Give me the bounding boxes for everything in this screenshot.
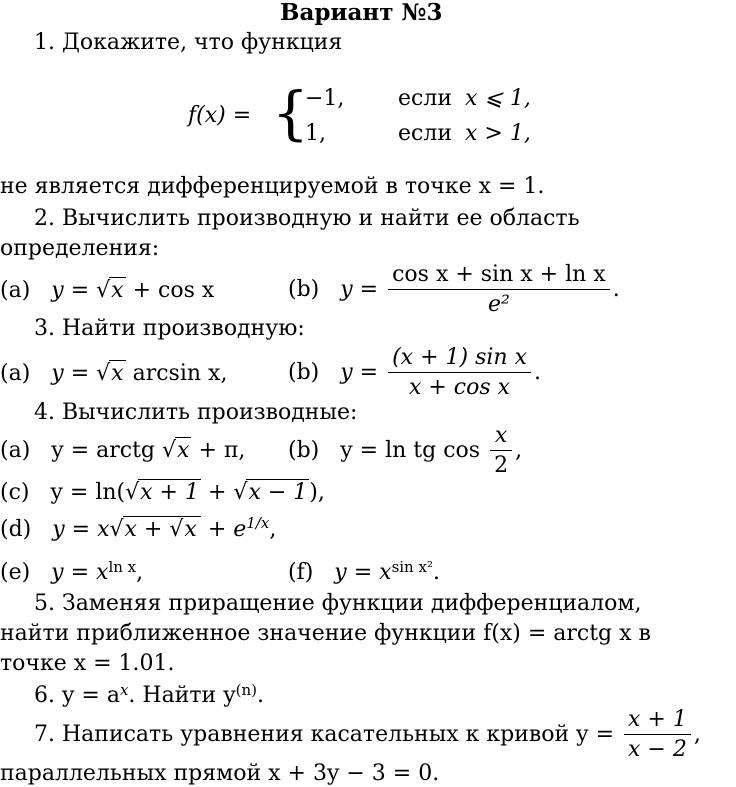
problem-4b-denominator: 2 xyxy=(494,453,509,478)
problem-4e-lhs: y = x xyxy=(51,560,109,585)
case-1-value: −1, xyxy=(305,86,345,111)
case-1-word: если xyxy=(398,86,452,111)
sqrt-sign: √ xyxy=(233,480,248,505)
problem-3a-lhs: y = xyxy=(51,361,90,386)
problem-3a-radicand: x xyxy=(111,361,124,386)
sqrt-sign: √ xyxy=(125,480,140,505)
problem-4a-rest: + π, xyxy=(198,438,246,463)
problem-4f-exponent: sin x² xyxy=(391,558,433,576)
problem-4f-end: . xyxy=(432,560,440,585)
problem-3b-numerator: (x + 1) sin x xyxy=(388,345,531,373)
problem-2a-lhs: y = xyxy=(51,278,90,303)
problem-4d xyxy=(0,516,276,543)
problem-4f-lhs: y = x xyxy=(334,560,392,585)
problem-2b-numerator: cos x + sin x + ln x xyxy=(388,262,610,290)
page-title: Вариант №3 xyxy=(280,0,443,26)
problem-6-end: . xyxy=(257,683,265,708)
problem-2b-lhs: y = xyxy=(340,277,379,302)
piecewise-brace: { xyxy=(272,79,309,147)
problem-1-fx: f(x) = xyxy=(188,103,252,128)
problem-4b-label: (b) xyxy=(288,438,320,463)
sqrt-sign: √ xyxy=(96,278,111,303)
problem-2a-rest: + cos x xyxy=(132,278,215,303)
problem-4d-end: , xyxy=(269,517,277,542)
problem-5-line-2: найти приближенное значение функции f(x) = arctg x в xyxy=(0,621,651,646)
problem-4e-label: (e) xyxy=(0,560,31,585)
problem-5-line-3: точке x = 1.01. xyxy=(0,651,175,676)
problem-6-order: (n) xyxy=(235,681,258,699)
problem-2b-fraction xyxy=(388,262,610,318)
problem-4f xyxy=(288,560,440,586)
problem-3a-rest: arcsin x, xyxy=(132,361,228,386)
problem-4e-end: , xyxy=(136,560,144,585)
problem-4b-end: , xyxy=(515,438,523,463)
problem-4b xyxy=(288,423,522,479)
problem-4d-outer-radical: x + √x xyxy=(123,516,201,542)
problem-4e-exponent: ln x xyxy=(108,558,137,576)
problem-7-denominator: x − 2 xyxy=(628,737,687,762)
problem-2b-end: . xyxy=(612,277,620,302)
problem-7-numerator: x + 1 xyxy=(624,707,691,735)
problem-4a-lhs: y = arctg xyxy=(51,438,156,463)
problem-2b-label: (b) xyxy=(288,277,320,302)
problem-7 xyxy=(34,707,701,763)
problem-6-find: . Найти y xyxy=(128,683,236,708)
problem-3b-denominator: x + cos x xyxy=(408,375,511,400)
problem-4c-label: (c) xyxy=(0,480,30,505)
problem-2b-denominator: e² xyxy=(487,292,510,317)
case-1-condition: x ⩽ 1, xyxy=(465,86,531,111)
sqrt-sign: √ xyxy=(96,361,111,386)
sqrt-sign: √ xyxy=(109,517,124,542)
problem-4f-label: (f) xyxy=(288,560,314,585)
problem-4c-plus: + xyxy=(207,480,227,505)
problem-3b-lhs: y = xyxy=(340,360,379,385)
problem-7-line-2: параллельных прямой x + 3y − 3 = 0. xyxy=(0,761,440,786)
problem-4b-lhs: y = ln tg cos xyxy=(340,438,481,463)
problem-3b-end: . xyxy=(533,360,541,385)
problem-4c-end: ), xyxy=(309,480,325,505)
problem-4c-radicand-1: x + 1 xyxy=(140,480,199,505)
problem-1-outro: не является дифференцируемой в точке x = 1. xyxy=(0,174,545,199)
problem-4-intro: 4. Вычислить производные: xyxy=(34,400,358,425)
problem-4d-exponent: 1/x xyxy=(246,514,270,532)
problem-4b-fraction xyxy=(490,423,512,479)
problem-6 xyxy=(34,683,264,709)
problem-1-intro: 1. Докажите, что функция xyxy=(34,30,343,55)
problem-3a xyxy=(0,361,227,387)
problem-2-line-2: определения: xyxy=(0,236,160,261)
problem-2a-radicand: x xyxy=(111,278,124,303)
problem-4d-radicand: x + xyxy=(124,517,163,542)
case-2-word: если xyxy=(398,121,452,146)
problem-4a xyxy=(0,438,245,464)
problem-4c-lhs: y = ln( xyxy=(50,480,126,505)
problem-3b xyxy=(288,345,541,401)
problem-3a-label: (a) xyxy=(0,361,31,386)
problem-4c-radicand-2: x − 1 xyxy=(248,480,308,505)
problem-3b-fraction xyxy=(388,345,531,401)
problem-4b-numerator: x xyxy=(490,423,512,451)
problem-4e xyxy=(0,560,143,586)
problem-2b xyxy=(288,262,620,318)
problem-4d-exp-base: + e xyxy=(207,517,247,542)
problem-2-line-1: 2. Вычислить производную и найти ее область xyxy=(34,206,580,231)
problem-4a-radicand: x xyxy=(177,438,190,463)
problem-4c xyxy=(0,480,325,506)
problem-7-fraction xyxy=(624,707,691,763)
problem-3-intro: 3. Найти производную: xyxy=(34,316,305,341)
problem-7-text: 7. Написать уравнения касательных к кривой y = xyxy=(34,722,615,747)
problem-4d-lhs: y = x xyxy=(52,517,110,542)
problem-6-exponent: x xyxy=(119,681,129,699)
problem-4a-label: (a) xyxy=(0,438,31,463)
case-2-value: 1, xyxy=(305,121,326,146)
problem-3b-label: (b) xyxy=(288,360,320,385)
problem-7-end: , xyxy=(693,722,701,747)
case-2-condition: x > 1, xyxy=(465,121,531,146)
problem-2a xyxy=(0,278,214,304)
problem-2a-label: (a) xyxy=(0,278,31,303)
sqrt-sign: √ xyxy=(162,438,177,463)
problem-5-line-1: 5. Заменяя приращение функции дифференциалом, xyxy=(34,591,642,616)
problem-4d-label: (d) xyxy=(0,517,32,542)
problem-4d-inner-radicand: x xyxy=(184,517,197,542)
problem-6-lhs: 6. y = a xyxy=(34,683,120,708)
